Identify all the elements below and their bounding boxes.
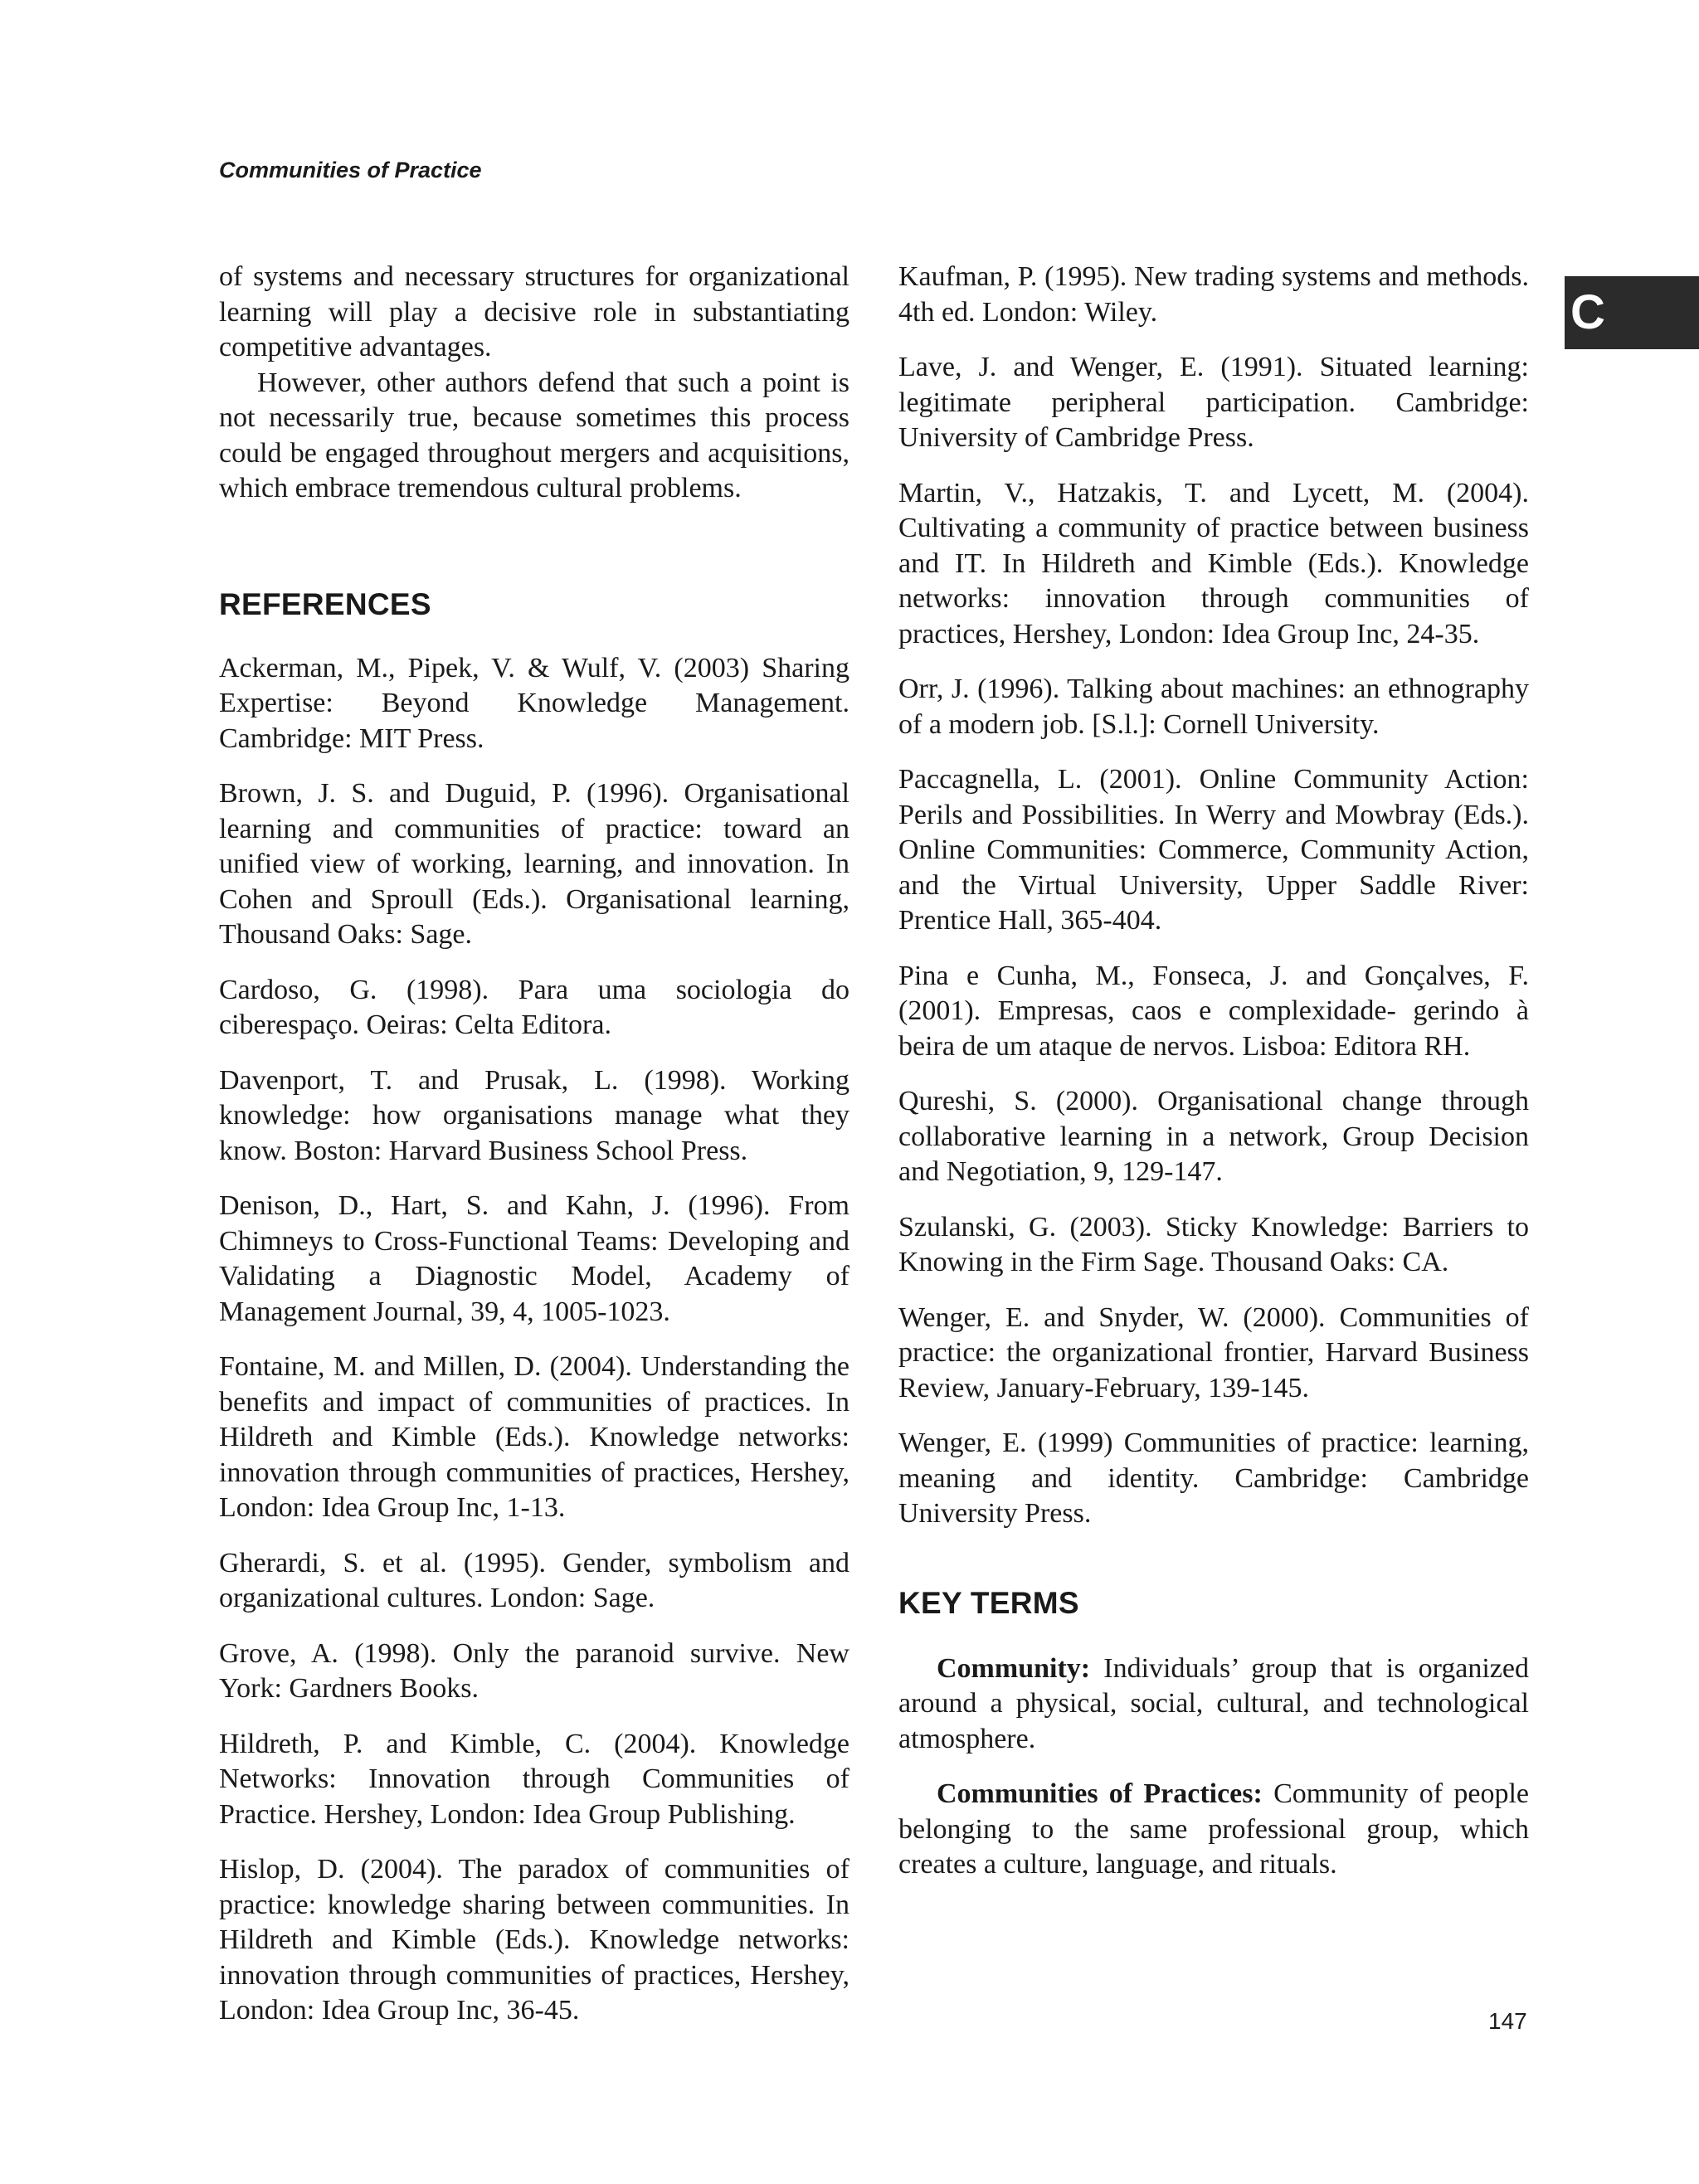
thumb-tab-letter: C <box>1570 285 1605 339</box>
reference-item: Paccagnella, L. (2001). Online Community Action: Perils and Possibilities. In Werry and Mowbray (Eds.). Online Communities: Commerce, Community Action, and the Virtual University, Upper Saddle River: Prentice Hall, 365-404. <box>898 764 1529 936</box>
reference-item: Pina e Cunha, M., Fonseca, J. and Gonçalves, F. (2001). Empresas, caos e complexidade- gerindo à beira de um ataque de nervos. Lisboa: Editora RH. <box>898 960 1529 1062</box>
reference-item: Hislop, D. (2004). The paradox of communities of practice: knowledge sharing between communities. In Hildreth and Kimble (Eds.). Knowledge networks: innovation through communities of practices, Hershey, London: Idea Group Inc, 36-45. <box>219 1854 850 2026</box>
key-term-name: Communities of Practices: <box>937 1778 1263 1809</box>
reference-item: Wenger, E. and Snyder, W. (2000). Communities of practice: the organizational frontier, Harvard Business Review, January-February, 139-145. <box>898 1301 1529 1403</box>
reference-item: Hildreth, P. and Kimble, C. (2004). Knowledge Networks: Innovation through Communities of Practice. Hershey, London: Idea Group Publishing. <box>219 1728 850 1830</box>
left-column <box>219 260 850 2049</box>
key-term-name: Community: <box>937 1652 1091 1684</box>
page-number: 147 <box>1488 2008 1527 2034</box>
reference-item: Kaufman, P. (1995). New trading systems and methods. 4th ed. London: Wiley. <box>898 261 1529 328</box>
key-term-definition: Individuals’ group that is organized around a physical, social, cultural, and technological atmosphere. <box>898 1652 1529 1754</box>
reference-item: Martin, V., Hatzakis, T. and Lycett, M. (2004). Cultivating a community of practice between business and IT. In Hildreth and Kimble (Eds.). Knowledge networks: innovation through communities of practices, Hershey, London: Idea Group Inc, 24-35. <box>898 477 1529 649</box>
right-column <box>898 260 1529 1903</box>
reference-item: Denison, D., Hart, S. and Kahn, J. (1996). From Chimneys to Cross-Functional Teams: Developing and Validating a Diagnostic Model, Academy of Management Journal, 39, 4, 1005-1023. <box>219 1190 850 1327</box>
references-heading: REFERENCES <box>219 586 431 621</box>
reference-item: Gherardi, S. et al. (1995). Gender, symbolism and organizational cultures. London: Sage. <box>219 1547 850 1613</box>
reference-item: Wenger, E. (1999) Communities of practice: learning, meaning and identity. Cambridge: Cambridge University Press. <box>898 1428 1529 1529</box>
reference-item: Orr, J. (1996). Talking about machines: an ethnography of a modern job. [S.l.]: Cornell University. <box>898 674 1529 740</box>
key-term-entry <box>898 1651 1529 1758</box>
reference-item: Grove, A. (1998). Only the paranoid survive. New York: Gardners Books. <box>219 1637 850 1704</box>
reference-item: Fontaine, M. and Millen, D. (2004). Understanding the benefits and impact of communities of practices. In Hildreth and Kimble (Eds.). Knowledge networks: innovation through communities of practices, Hershey, London: Idea Group Inc, 1-13. <box>219 1351 850 1523</box>
reference-item: Davenport, T. and Prusak, L. (1998). Working knowledge: how organisations manage what they know. Boston: Harvard Business School Press. <box>219 1064 850 1166</box>
key-term-entry <box>898 1777 1529 1883</box>
key-terms-heading: KEY TERMS <box>898 1585 1079 1620</box>
reference-item: Szulanski, G. (2003). Sticky Knowledge: Barriers to Knowing in the Firm Sage. Thousand Oaks: CA. <box>898 1211 1529 1277</box>
key-term-definition: Community of people belonging to the same professional group, which creates a culture, language, and rituals. <box>898 1778 1529 1880</box>
section-thumb-tab <box>1565 276 1699 349</box>
body-paragraph: However, other authors defend that such a point is not necessarily true, because sometimes this process could be engaged throughout mergers and acquisitions, which embrace tremendous cultural problems. <box>219 367 850 503</box>
reference-item: Qureshi, S. (2000). Organisational change through collaborative learning in a network, Group Decision and Negotiation, 9, 129-147. <box>898 1086 1529 1187</box>
reference-item: Brown, J. S. and Duguid, P. (1996). Organisational learning and communities of practice: toward an unified view of working, learning, and innovation. In Cohen and Sproull (Eds.). Organisational learning, Thousand Oaks: Sage. <box>219 778 850 950</box>
running-head: Communities of Practice <box>219 158 482 182</box>
reference-item: Lave, J. and Wenger, E. (1991). Situated learning: legitimate peripheral participation. Cambridge: University of Cambridge Press. <box>898 352 1529 453</box>
reference-item: Ackerman, M., Pipek, V. & Wulf, V. (2003) Sharing Expertise: Beyond Knowledge Management. Cambridge: MIT Press. <box>219 652 850 754</box>
body-paragraph: of systems and necessary structures for organizational learning will play a decisive role in substantiating competitive advantages. <box>219 261 850 362</box>
reference-item: Cardoso, G. (1998). Para uma sociologia do ciberespaço. Oeiras: Celta Editora. <box>219 974 850 1040</box>
